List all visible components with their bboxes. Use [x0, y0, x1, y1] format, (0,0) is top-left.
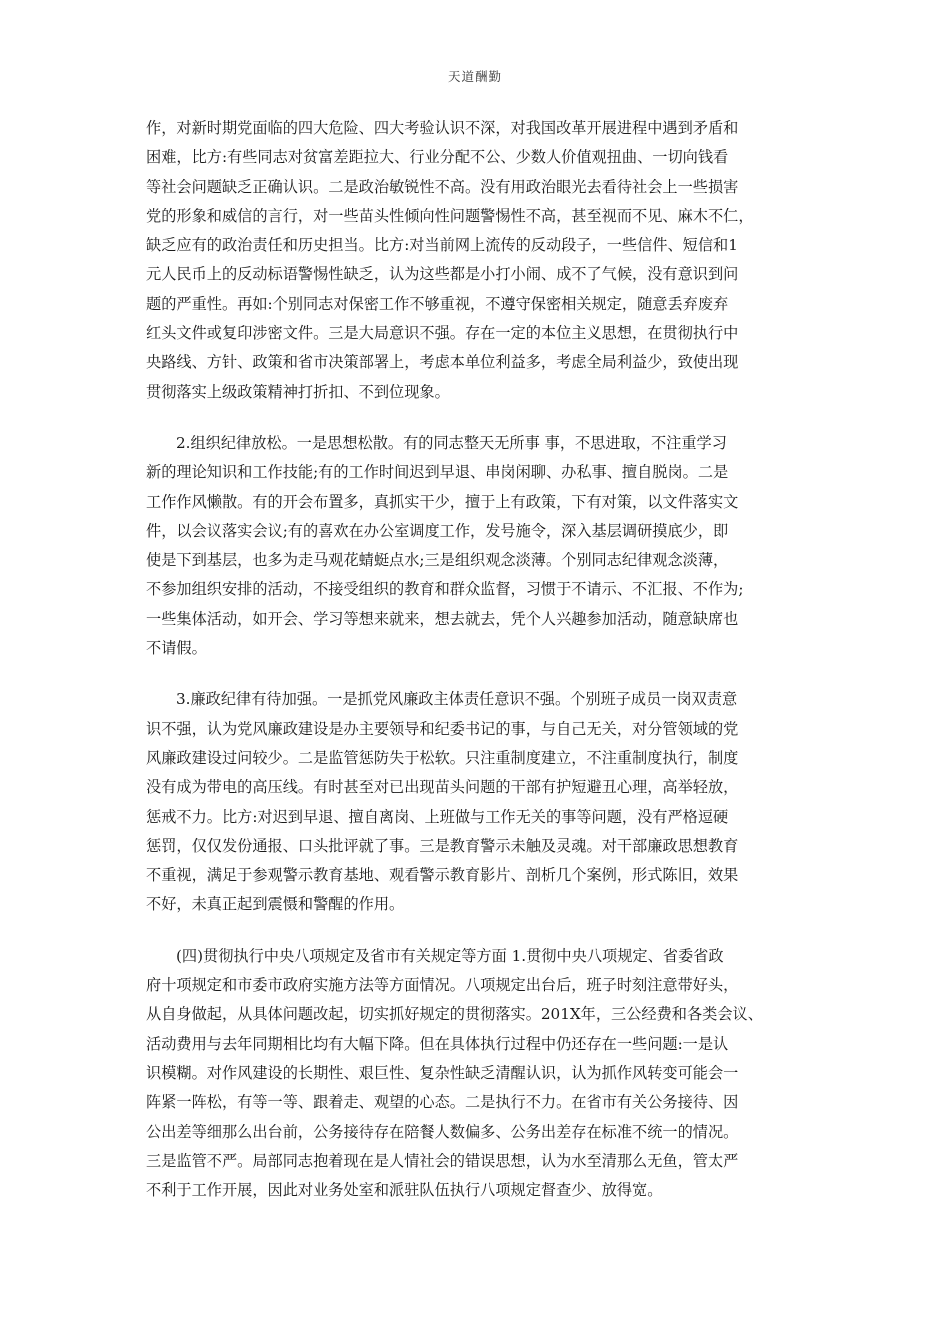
text-line: 贯彻落实上级政策精神打折扣、不到位现象。: [146, 382, 450, 401]
text-line: 3.廉政纪律有待加强。一是抓党风廉政主体责任意识不强。个别班子成员一岗双责意: [176, 690, 738, 709]
text-line: 党的形象和威信的言行，对一些苗头性倾向性问题警惕性不高，甚至视而不见、麻木不仁，: [146, 206, 754, 225]
paragraph-3: [146, 685, 816, 919]
text-line: (四)贯彻执行中央八项规定及省市有关规定等方面 1.贯彻中央八项规定、省委省政: [176, 946, 724, 965]
text-line: 不参加组织安排的活动，不接受组织的教育和群众监督，习惯于不请示、不汇报、不作为;: [146, 580, 744, 599]
text-line: 不请假。: [146, 639, 207, 658]
text-line: 从自身做起，从具体问题改起，切实抓好规定的贯彻落实。201X年，三公经费和各类会议、: [146, 1005, 763, 1024]
paragraph-spacer: [146, 407, 816, 429]
text-line: 惩戒不力。比方:对迟到早退、擅自离岗、上班做与工作无关的事等问题，没有严格逗硬: [146, 807, 729, 826]
text-line: 惩罚，仅仅发份通报、口头批评就了事。三是教育警示未触及灵魂。对干部廉政思想教育: [146, 836, 739, 855]
paragraph-4: [146, 942, 816, 1206]
paragraph-1: [146, 114, 816, 407]
text-line: 阵紧一阵松，有等一等、跟着走、观望的心态。二是执行不力。在省市有关公务接待、因: [146, 1093, 739, 1112]
text-line: 没有成为带电的高压线。有时甚至对已出现苗头问题的干部有护短避丑心理，高举轻放，: [146, 778, 739, 797]
text-line: 不重视，满足于参观警示教育基地、观看警示教育影片、剖析几个案例，形式陈旧，效果: [146, 866, 739, 885]
text-line: 题的严重性。再如:个别同志对保密工作不够重视，不遵守保密相关规定，随意丢弃废弃: [146, 294, 729, 313]
text-line: 困难，比方:有些同志对贫富差距拉大、行业分配不公、少数人价值观扭曲、一切向钱看: [146, 148, 729, 167]
paragraph-2: [146, 429, 816, 663]
text-line: 识不强，认为党风廉政建设是办主要领导和纪委书记的事，与自己无关，对分管领域的党: [146, 719, 739, 738]
page-header: 天道酬勤: [447, 69, 502, 84]
document-body: [146, 114, 816, 1205]
text-line: 元人民币上的反动标语警惕性缺乏，认为这些都是小打小闹、成不了气候，没有意识到问: [146, 265, 739, 284]
text-line: 不好，未真正起到震慑和警醒的作用。: [146, 895, 405, 914]
text-line: 新的理论知识和工作技能;有的工作时间迟到早退、串岗闲聊、办私事、擅自脱岗。二是: [146, 463, 729, 482]
paragraph-spacer: [146, 663, 816, 685]
text-line: 工作作风懒散。有的开会布置多，真抓实干少，擅于上有政策，下有对策，以文件落实文: [146, 492, 739, 511]
text-line: 三是监管不严。局部同志抱着现在是人情社会的错误思想，认为水至清那么无鱼，管太严: [146, 1151, 739, 1170]
text-line: 府十项规定和市委市政府实施方法等方面情况。八项规定出台后，班子时刻注意带好头，: [146, 976, 739, 995]
text-line: 识模糊。对作风建设的长期性、艰巨性、复杂性缺乏清醒认识，认为抓作风转变可能会一: [146, 1063, 739, 1082]
text-line: 作，对新时期党面临的四大危险、四大考验认识不深，对我国改革开展进程中遇到矛盾和: [146, 119, 739, 137]
text-line: 一些集体活动，如开会、学习等想来就来，想去就去，凭个人兴趣参加活动，随意缺席也: [146, 609, 739, 628]
text-line: 风廉政建设过问较少。二是监管惩防失于松软。只注重制度建立，不注重制度执行，制度: [146, 748, 739, 767]
paragraph-spacer: [146, 920, 816, 942]
text-line: 等社会问题缺乏正确认识。二是政治敏锐性不高。没有用政治眼光去看待社会上一些损害: [146, 177, 739, 196]
text-line: 不利于工作开展，因此对业务处室和派驻队伍执行八项规定督查少、放得宽。: [146, 1181, 663, 1200]
text-line: 央路线、方针、政策和省市决策部署上，考虑本单位利益多，考虑全局利益少，致使出现: [146, 353, 739, 372]
text-line: 使是下到基层，也多为走马观花蜻蜓点水;三是组织观念淡薄。个别同志纪律观念淡薄，: [146, 551, 729, 570]
text-line: 活动费用与去年同期相比均有大幅下降。但在具体执行过程中仍还存在一些问题:一是认: [146, 1034, 729, 1053]
text-line: 红头文件或复印涉密文件。三是大局意识不强。存在一定的本位主义思想，在贯彻执行中: [146, 324, 739, 343]
text-line: 2.组织纪律放松。一是思想松散。有的同志整天无所事 事，不思进取，不注重学习: [176, 433, 727, 452]
text-line: 公出差等细那么出台前，公务接待存在陪餐人数偏多、公务出差存在标准不统一的情况。: [146, 1122, 739, 1141]
text-line: 件，以会议落实会议;有的喜欢在办公室调度工作，发号施令，深入基层调研摸底少，即: [146, 521, 729, 540]
text-line: 缺乏应有的政治责任和历史担当。比方:对当前网上流传的反动段子，一些信件、短信和1: [146, 236, 738, 255]
